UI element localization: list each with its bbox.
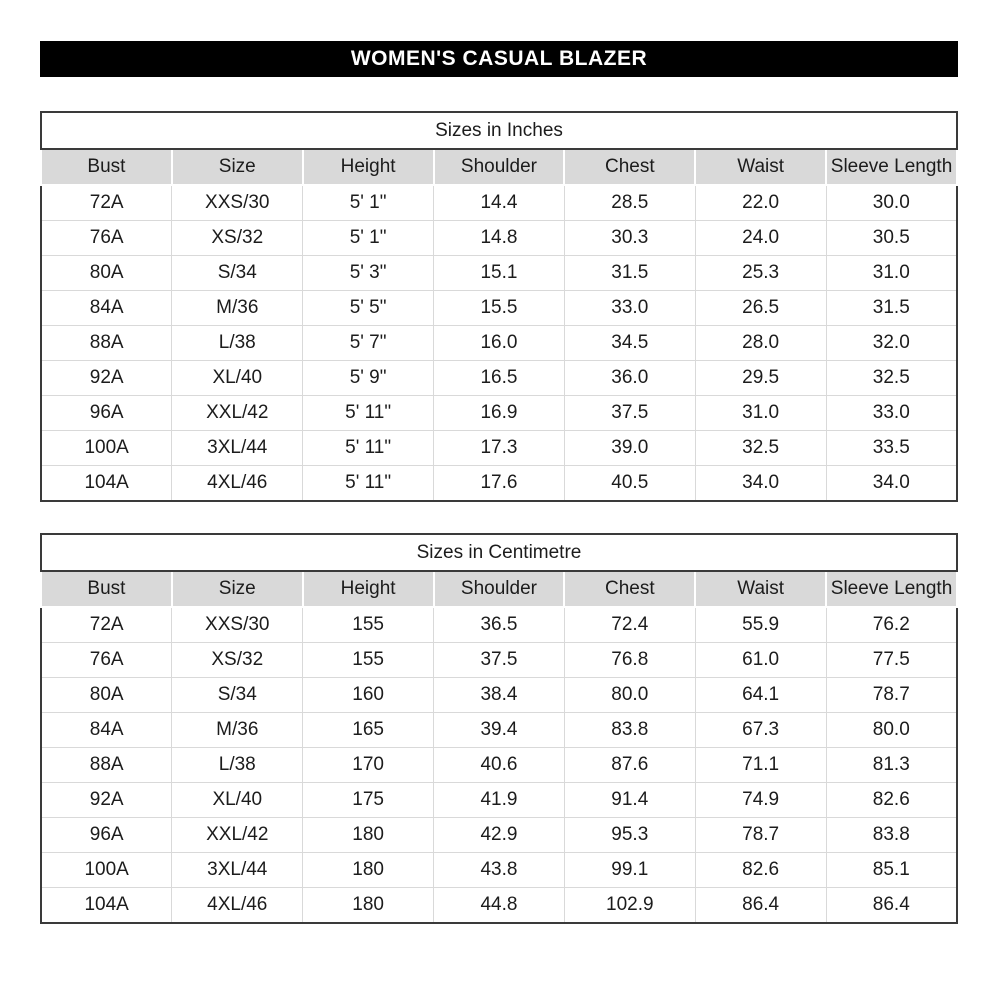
table-row [41,888,957,924]
table-cell: 99.1 [564,853,695,888]
table-cell: 5' 9" [303,361,434,396]
column-header-size: Size [172,149,303,185]
table-cell: 5' 11" [303,466,434,502]
table-cell: 22.0 [695,185,826,221]
table-cell: XS/32 [172,643,303,678]
table-row [41,185,957,221]
table-cell: 30.5 [826,221,957,256]
table-cell: L/38 [172,326,303,361]
table-cell: 55.9 [695,607,826,643]
table-cell: 15.1 [434,256,565,291]
table-title-inches: Sizes in Inches [41,112,957,149]
column-header-chest: Chest [564,149,695,185]
table-cell: 40.6 [434,748,565,783]
table-row [41,256,957,291]
column-header-height: Height [303,571,434,607]
table-cell: 84A [41,291,172,326]
table-cell: 5' 11" [303,396,434,431]
table-cell: 61.0 [695,643,826,678]
column-header-bust: Bust [41,149,172,185]
centimetre-table-body [41,607,957,923]
table-cell: 96A [41,818,172,853]
table-cell: 84A [41,713,172,748]
product-title: WOMEN'S CASUAL BLAZER [350,47,648,70]
table-cell: 180 [303,853,434,888]
table-cell: 165 [303,713,434,748]
table-row [41,783,957,818]
table-cell: 30.3 [564,221,695,256]
table-cell: 31.0 [826,256,957,291]
table-cell: 88A [41,326,172,361]
table-cell: 100A [41,853,172,888]
table-row [41,221,957,256]
table-title-centimetre: Sizes in Centimetre [41,534,957,571]
table-cell: 32.5 [826,361,957,396]
table-row [41,678,957,713]
table-cell: 86.4 [826,888,957,924]
table-cell: 5' 5" [303,291,434,326]
table-cell: 40.5 [564,466,695,502]
table-cell: 17.3 [434,431,565,466]
table-cell: S/34 [172,678,303,713]
inches-table-section [40,111,958,502]
table-cell: 31.0 [695,396,826,431]
table-cell: 83.8 [826,818,957,853]
table-cell: 86.4 [695,888,826,924]
table-cell: XL/40 [172,783,303,818]
centimetre-table-section [40,533,958,924]
table-cell: 64.1 [695,678,826,713]
table-cell: XXS/30 [172,185,303,221]
table-row [41,291,957,326]
table-cell: 160 [303,678,434,713]
table-cell: 180 [303,888,434,924]
table-cell: 39.0 [564,431,695,466]
table-cell: 14.4 [434,185,565,221]
table-cell: 34.5 [564,326,695,361]
table-cell: 25.3 [695,256,826,291]
table-cell: 83.8 [564,713,695,748]
centimetre-size-table [40,533,958,924]
table-cell: 16.0 [434,326,565,361]
column-header-waist: Waist [695,149,826,185]
table-cell: 37.5 [434,643,565,678]
column-header-height: Height [303,149,434,185]
table-cell: S/34 [172,256,303,291]
table-cell: 4XL/46 [172,888,303,924]
table-cell: 3XL/44 [172,853,303,888]
table-cell: 76A [41,221,172,256]
table-cell: 85.1 [826,853,957,888]
table-row [41,643,957,678]
column-header-bust: Bust [41,571,172,607]
table-row [41,748,957,783]
table-cell: 96A [41,396,172,431]
table-cell: 14.8 [434,221,565,256]
table-cell: 5' 1" [303,185,434,221]
table-cell: 36.5 [434,607,565,643]
table-cell: 26.5 [695,291,826,326]
table-cell: XXL/42 [172,818,303,853]
table-cell: 43.8 [434,853,565,888]
table-cell: XS/32 [172,221,303,256]
table-cell: 87.6 [564,748,695,783]
table-cell: 29.5 [695,361,826,396]
table-cell: 31.5 [826,291,957,326]
table-cell: 34.0 [826,466,957,502]
column-header-row [41,149,957,185]
table-cell: 78.7 [695,818,826,853]
table-row [41,607,957,643]
table-cell: 104A [41,888,172,924]
column-header-row [41,571,957,607]
table-cell: 88A [41,748,172,783]
table-cell: 42.9 [434,818,565,853]
table-cell: 5' 7" [303,326,434,361]
table-title-row [41,112,957,149]
table-title-row [41,534,957,571]
table-cell: XL/40 [172,361,303,396]
table-cell: 81.3 [826,748,957,783]
table-cell: 24.0 [695,221,826,256]
table-cell: 91.4 [564,783,695,818]
table-cell: 100A [41,431,172,466]
table-cell: 155 [303,643,434,678]
table-row [41,713,957,748]
table-cell: 77.5 [826,643,957,678]
table-cell: 80A [41,256,172,291]
table-cell: 17.6 [434,466,565,502]
table-cell: 33.0 [826,396,957,431]
table-cell: 33.5 [826,431,957,466]
table-cell: 5' 11" [303,431,434,466]
table-cell: 28.5 [564,185,695,221]
table-row [41,853,957,888]
table-cell: 28.0 [695,326,826,361]
table-cell: 170 [303,748,434,783]
table-row [41,431,957,466]
table-cell: 30.0 [826,185,957,221]
table-cell: 4XL/46 [172,466,303,502]
table-cell: 175 [303,783,434,818]
table-cell: 5' 3" [303,256,434,291]
table-cell: 74.9 [695,783,826,818]
table-cell: 67.3 [695,713,826,748]
table-cell: 95.3 [564,818,695,853]
table-cell: 80.0 [826,713,957,748]
column-header-shoulder: Shoulder [434,571,565,607]
table-cell: 34.0 [695,466,826,502]
table-cell: 76.2 [826,607,957,643]
table-cell: 15.5 [434,291,565,326]
table-cell: 39.4 [434,713,565,748]
inches-size-table [40,111,958,502]
table-cell: 5' 1" [303,221,434,256]
table-row [41,326,957,361]
table-row [41,396,957,431]
table-cell: 71.1 [695,748,826,783]
table-cell: 16.5 [434,361,565,396]
table-cell: 82.6 [695,853,826,888]
table-cell: 16.9 [434,396,565,431]
table-cell: 80A [41,678,172,713]
table-cell: 36.0 [564,361,695,396]
table-cell: 104A [41,466,172,502]
table-cell: 76.8 [564,643,695,678]
table-cell: 33.0 [564,291,695,326]
table-cell: 44.8 [434,888,565,924]
table-cell: 41.9 [434,783,565,818]
table-row [41,818,957,853]
column-header-chest: Chest [564,571,695,607]
column-header-shoulder: Shoulder [434,149,565,185]
table-cell: 78.7 [826,678,957,713]
column-header-sleeve-length: Sleeve Length [826,571,957,607]
table-cell: 180 [303,818,434,853]
table-cell: 80.0 [564,678,695,713]
table-cell: 72.4 [564,607,695,643]
table-cell: XXL/42 [172,396,303,431]
table-cell: 72A [41,185,172,221]
table-cell: 38.4 [434,678,565,713]
inches-table-body [41,185,957,501]
table-cell: 92A [41,783,172,818]
table-row [41,361,957,396]
table-cell: 3XL/44 [172,431,303,466]
table-cell: 76A [41,643,172,678]
column-header-sleeve-length: Sleeve Length [826,149,957,185]
table-row [41,466,957,502]
table-cell: 82.6 [826,783,957,818]
table-cell: 72A [41,607,172,643]
table-cell: 31.5 [564,256,695,291]
table-cell: 32.0 [826,326,957,361]
table-cell: 102.9 [564,888,695,924]
table-cell: 32.5 [695,431,826,466]
column-header-waist: Waist [695,571,826,607]
table-cell: XXS/30 [172,607,303,643]
table-cell: 92A [41,361,172,396]
table-cell: 155 [303,607,434,643]
table-cell: 37.5 [564,396,695,431]
table-cell: M/36 [172,291,303,326]
product-title-banner [40,41,958,77]
column-header-size: Size [172,571,303,607]
table-cell: L/38 [172,748,303,783]
table-cell: M/36 [172,713,303,748]
